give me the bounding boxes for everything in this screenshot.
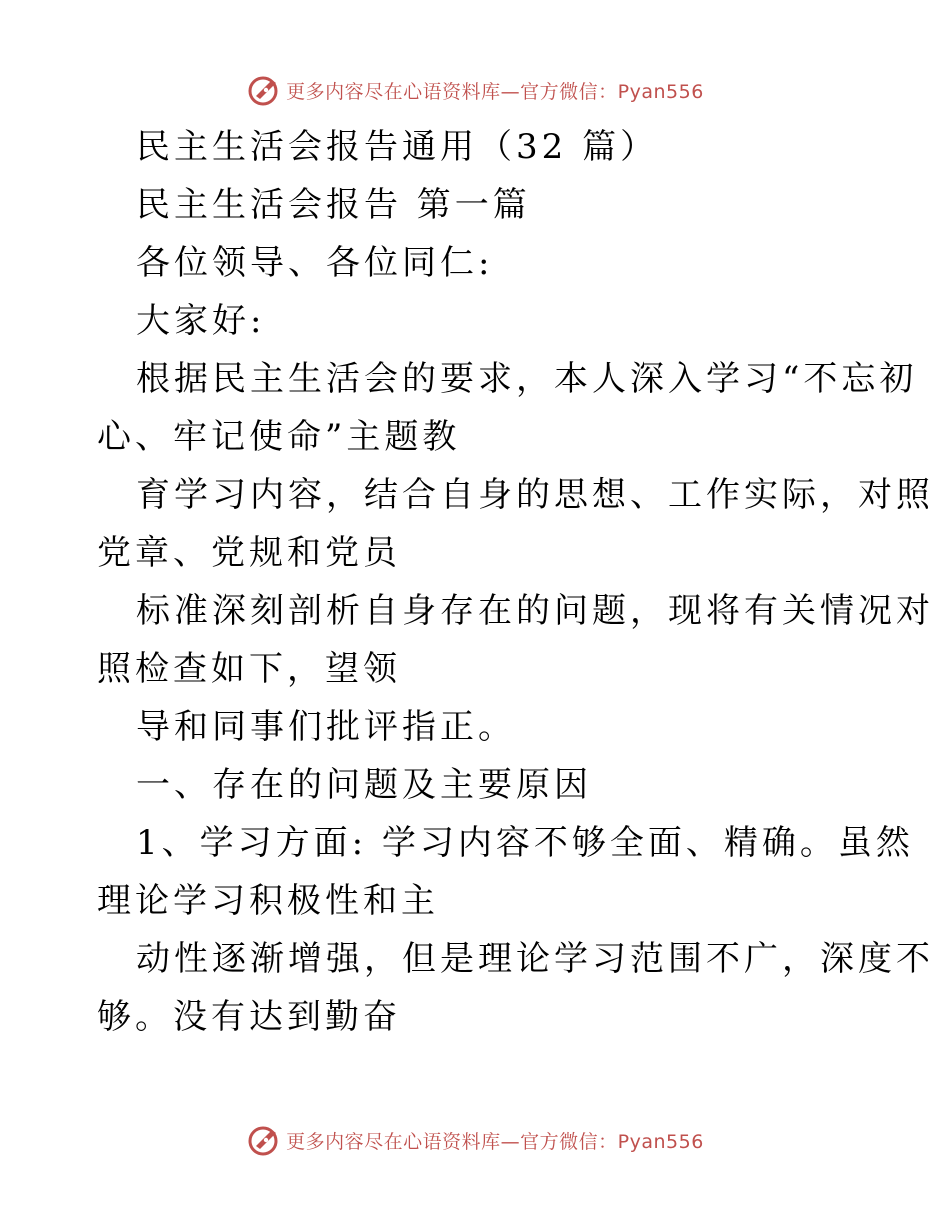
paragraph-line: 心、牢记使命”主题教 [97, 417, 461, 457]
salutation-line: 各位领导、各位同仁: [136, 243, 494, 283]
paragraph-line: 动性逐渐增强，但是理论学习范围不广，深度不 [136, 939, 934, 979]
header-watermark-banner [0, 70, 950, 110]
header-watermark-text: 更多内容尽在心语资料库—官方微信：Pyan556 [286, 80, 704, 103]
heading-line: 一、存在的问题及主要原因 [136, 765, 592, 805]
ink-pen-logo-icon [246, 1122, 282, 1158]
ink-pen-logo-icon [246, 72, 282, 108]
paragraph-line: 照检查如下，望领 [97, 649, 401, 689]
section-title: 民主生活会报告 第一篇 [136, 185, 531, 225]
paragraph-line: 导和同事们批评指正。 [136, 707, 516, 747]
document-body [97, 118, 934, 1046]
paragraph-line: 理论学习积极性和主 [97, 881, 439, 921]
paragraph-line: 党章、党规和党员 [97, 533, 401, 573]
paragraph-line: 标准深刻剖析自身存在的问题，现将有关情况对 [136, 591, 934, 631]
paragraph-line: 育学习内容，结合自身的思想、工作实际，对照 [136, 475, 934, 515]
footer-watermark-banner [0, 1120, 950, 1160]
paragraph-line: 够。没有达到勤奋 [97, 997, 401, 1037]
paragraph-line: 根据民主生活会的要求，本人深入学习“不忘初 [136, 359, 918, 399]
document-title: 民主生活会报告通用（32 篇） [136, 127, 659, 167]
footer-watermark-text: 更多内容尽在心语资料库—官方微信：Pyan556 [286, 1130, 704, 1153]
greeting-line: 大家好: [136, 301, 266, 341]
paragraph-line: 1、学习方面: 学习内容不够全面、精确。虽然 [136, 823, 914, 863]
